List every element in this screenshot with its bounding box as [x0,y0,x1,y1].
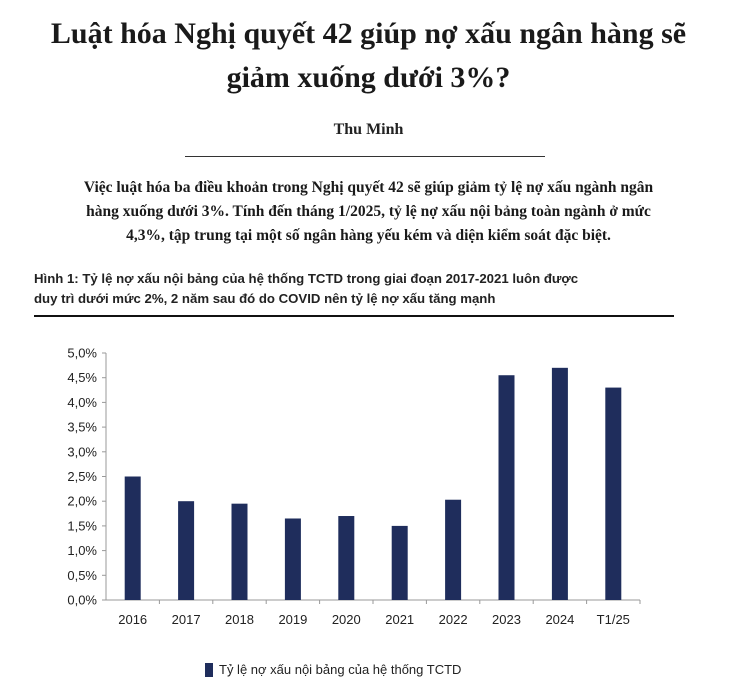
lede-line-3: 4,3%, tập trung tại một số ngân hàng yếu kém và diện kiểm soát đặc biệt. [126,227,611,244]
y-tick-label: 2,0% [67,493,97,509]
author-name: Thu Minh [333,121,404,138]
author-divider [185,156,545,157]
bar [125,477,141,601]
y-tick-label: 0,5% [67,567,97,583]
article-title-line-2: giảm xuống dưới 3%? [226,61,511,94]
x-tick-label: 2018 [225,612,254,627]
lede-line-2: hàng xuống dưới 3%. Tính đến tháng 1/2025, tỷ lệ nợ xấu nội bảng toàn ngành ở mức [86,203,651,220]
article-title [0,12,737,100]
chart-legend [205,662,461,677]
x-tick-label: 2016 [118,612,148,627]
x-tick-label: 2021 [385,612,415,627]
bar [605,388,621,600]
y-tick-label: 1,5% [67,518,97,534]
y-tick-label: 3,5% [67,419,97,435]
y-tick-label: 4,0% [67,394,97,410]
x-tick-label: 2017 [171,612,201,627]
lede-line-1: Việc luật hóa ba điều khoản trong Nghị quyết 42 sẽ giúp giảm tỷ lệ nợ xấu ngành ngân [83,179,654,196]
bar [338,516,354,600]
bar [499,375,515,600]
bar [552,368,568,600]
bar [285,518,301,600]
y-tick-label: 1,0% [67,543,97,559]
bar [445,500,461,600]
y-tick-label: 2,5% [67,469,97,484]
x-tick-label: 2019 [278,612,308,627]
x-tick-label: 2023 [492,612,521,627]
bar [232,504,248,600]
bar-chart [0,330,737,655]
bar [392,526,408,600]
y-tick-label: 0,0% [67,592,97,608]
legend-label: Tỷ lệ nợ xấu nội bảng của hệ thống TCTD [219,662,462,677]
bar [178,501,194,600]
figure-caption-line-2: duy trì dưới mức 2%, 2 năm sau đó do COVID nên tỷ lệ nợ xấu tăng mạnh [34,291,496,306]
x-tick-label: 2020 [331,612,361,627]
figure-caption [34,269,694,309]
y-tick-label: 4,5% [67,370,97,386]
y-tick-label: 5,0% [67,345,97,361]
article-title-line-1: Luật hóa Nghị quyết 42 giúp nợ xấu ngân hàng sẽ [50,17,687,50]
x-tick-label: 2022 [438,612,468,627]
figure-divider [34,315,674,317]
y-tick-label: 3,0% [67,444,97,460]
x-tick-label: T1/25 [596,612,630,627]
legend-swatch [205,663,213,677]
figure-caption-line-1: Hình 1: Tỷ lệ nợ xấu nội bảng của hệ thống TCTD trong giai đoạn 2017-2021 luôn được [34,271,579,286]
article-lede [14,176,723,248]
x-tick-label: 2024 [545,612,575,627]
